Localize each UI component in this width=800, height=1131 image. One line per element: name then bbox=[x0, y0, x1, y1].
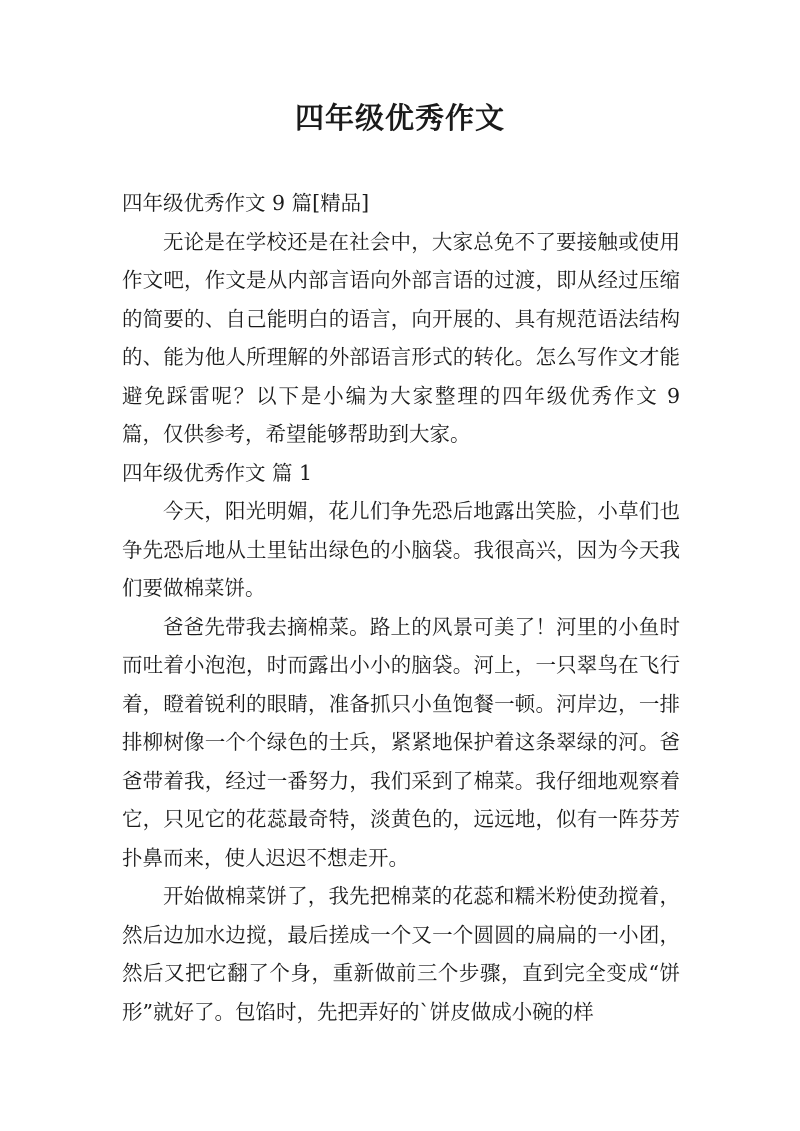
essay-paragraph: 开始做棉菜饼了，我先把棉菜的花蕊和糯米粉使劲搅着，然后边加水边搅，最后搓成一个又一个圆圆的扁扁的一小团，然后又把它翻了个身，重新做前三个步骤，直到完全变成“饼形”就好了。包馅时，先把弄好的`饼皮做成小碗的样 bbox=[122, 884, 680, 1024]
essay-paragraph: 爸爸先带我去摘棉菜。路上的风景可美了！河里的小鱼时而吐着小泡泡，时而露出小小的脑袋。河上，一只翠鸟在飞行着，瞪着锐利的眼睛，准备抓只小鱼饱餐一顿。河岸边，一排排柳树像一个个绿色的士兵，紧紧地保护着这条翠绿的河。爸爸带着我，经过一番努力，我们采到了棉菜。我仔细地观察着它，只见它的花蕊最奇特，淡黄色的，远远地，似有一阵芬芳扑鼻而来，使人迟迟不想走开。 bbox=[122, 614, 680, 870]
essay-heading: 四年级优秀作文 篇 1 bbox=[122, 460, 313, 485]
document-body bbox=[122, 184, 680, 1031]
collection-heading: 四年级优秀作文 9 篇[精品] bbox=[122, 191, 370, 215]
page-title: 四年级优秀作文 bbox=[294, 101, 505, 135]
intro-paragraph: 无论是在学校还是在社会中，大家总免不了要接触或使用作文吧，作文是从内部言语向外部言语的过渡，即从经过压缩的简要的、自己能明白的语言，向开展的、具有规范语法结构的、能为他人所理解的外部语言形式的转化。怎么写作文才能避免踩雷呢？以下是小编为大家整理的四年级优秀作文 9 篇，仅供参考，希望能够帮助到大家。 bbox=[122, 229, 680, 446]
essay-paragraph: 今天，阳光明媚，花儿们争先恐后地露出笑脸，小草们也争先恐后地从土里钻出绿色的小脑袋。我很高兴，因为今天我们要做棉菜饼。 bbox=[122, 499, 680, 600]
